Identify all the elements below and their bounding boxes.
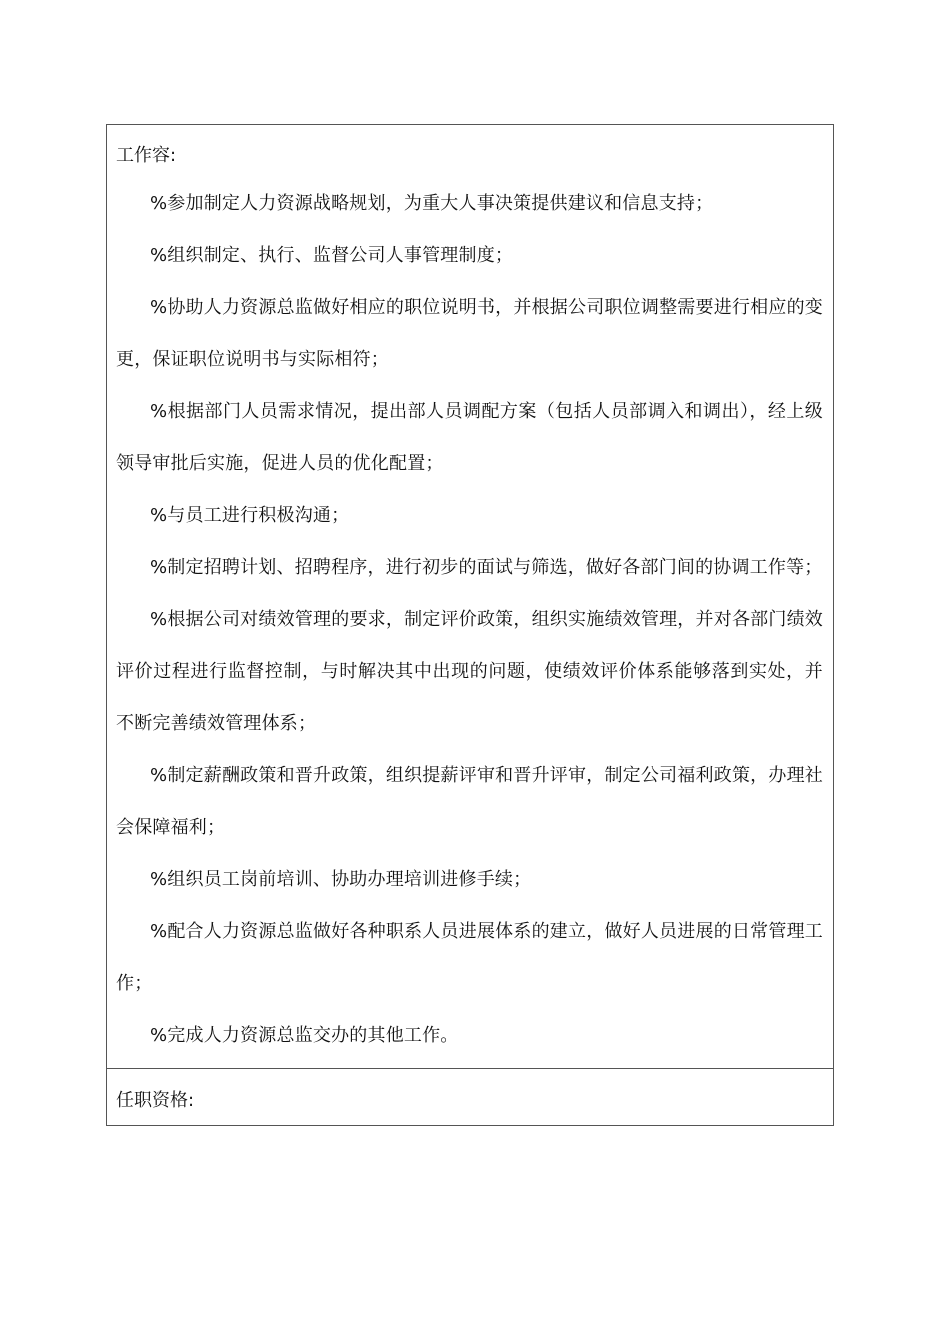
duties-heading: 工作容:: [116, 145, 177, 166]
duty-item: %完成人力资源总监交办的其他工作。: [150, 1025, 459, 1046]
qualifications-heading: 任职资格:: [116, 1090, 195, 1111]
duty-item: %根据部门人员需求情况，提出部人员调配方案（包括人员部调入和调出），经上级领导审批后实施，促进人员的优化配置；: [116, 401, 823, 474]
duty-item: %与员工进行积极沟通；: [150, 505, 350, 526]
duty-item: %组织员工岗前培训、协助办理培训进修手续；: [150, 869, 532, 890]
duty-item: %制定薪酬政策和晋升政策，组织提薪评审和晋升评审，制定公司福利政策，办理社会保障福利；: [116, 765, 823, 838]
duty-item: %协助人力资源总监做好相应的职位说明书，并根据公司职位调整需要进行相应的变更，保证职位说明书与实际相符；: [116, 297, 823, 370]
duty-item: %制定招聘计划、招聘程序，进行初步的面试与筛选，做好各部门间的协调工作等；: [150, 557, 823, 578]
duties-cell: [107, 125, 833, 1069]
duty-item: %配合人力资源总监做好各种职系人员进展体系的建立，做好人员进展的日常管理工作；: [116, 921, 823, 994]
duty-item: %根据公司对绩效管理的要求，制定评价政策，组织实施绩效管理，并对各部门绩效评价过程进行监督控制，与时解决其中出现的问题，使绩效评价体系能够落到实处，并不断完善绩效管理体系；: [116, 609, 823, 734]
duty-item: %组织制定、执行、监督公司人事管理制度；: [150, 245, 514, 266]
qualifications-cell: [107, 1069, 833, 1125]
job-description-table: [106, 124, 834, 1126]
duty-item: %参加制定人力资源战略规划，为重大人事决策提供建议和信息支持；: [150, 193, 714, 214]
